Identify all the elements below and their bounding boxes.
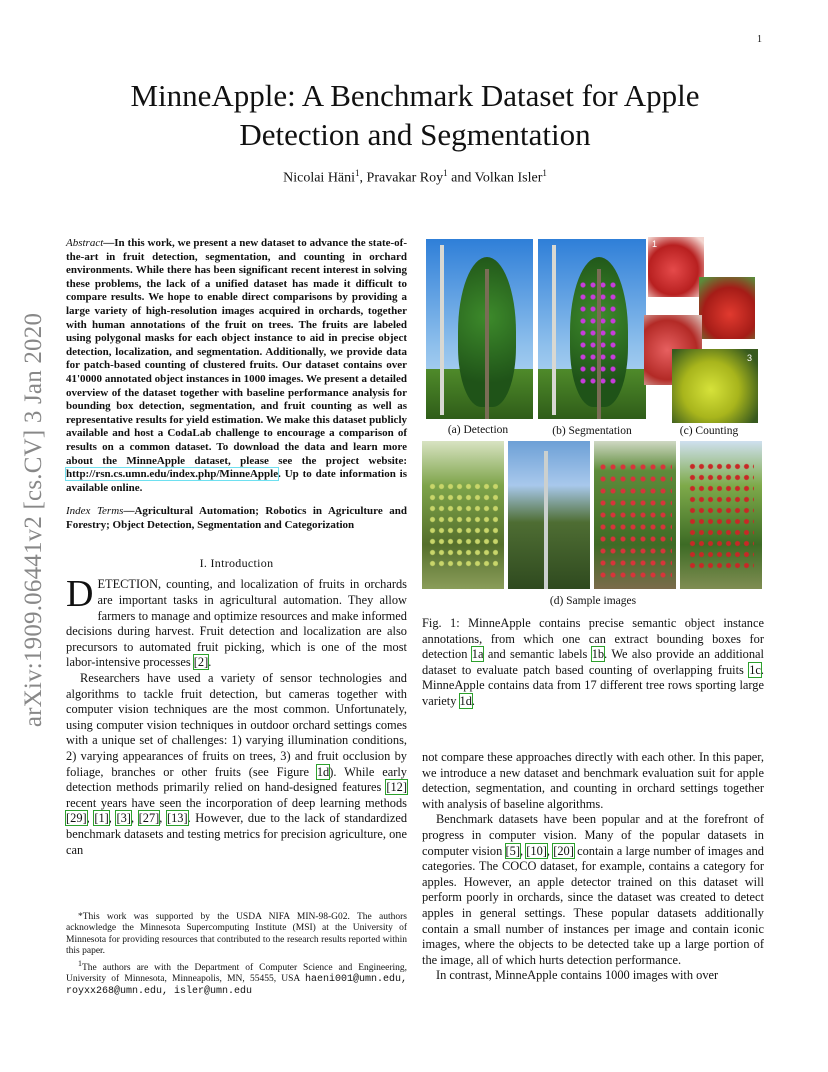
- citation-link[interactable]: [3]: [116, 811, 131, 826]
- right-paragraph-1: not compare these approaches directly with each other. In this paper, we introduce a new dataset and benchmark evaluation suit for apple detection, segmentation, and counting in orchard settings together with analysis of baseline algorithms.: [422, 750, 764, 811]
- abstract-tail: . Up to date information is available online.: [66, 468, 407, 494]
- figure-ref-link[interactable]: 1d: [316, 764, 330, 779]
- footnote-funding: *This work was supported by the USDA NIFA MIN-98-G02. The authors acknowledge the Minnesota Supercomputing Institute (MSI) at the University of Minnesota for providing resources that contributed to the research results reported within this paper.: [66, 912, 407, 957]
- paragraph-text: . However, due to the lack of standardized benchmark datasets and testing metrics for precision agriculture, one can: [66, 811, 408, 857]
- figure-ref-link[interactable]: 1a: [471, 647, 484, 662]
- figure-ref-link[interactable]: 1b: [591, 647, 605, 662]
- index-terms-text: —Agricultural Automation; Robotics in Agriculture and Forestry; Object Detection, Segmentation and Categorization: [66, 505, 407, 531]
- affiliation-mark: 1: [443, 168, 448, 178]
- footnotes: [66, 912, 407, 997]
- author-emails: haeni001@umn.edu, royxx268@umn.edu, isler@umn.edu: [66, 974, 407, 997]
- intro-paragraph-2: [66, 671, 407, 858]
- figure-1: [422, 237, 764, 607]
- citation-link[interactable]: [2]: [193, 655, 209, 670]
- separator: ,: [546, 843, 554, 858]
- author-list: [60, 168, 770, 187]
- separator: ,: [108, 811, 117, 826]
- count-label: 1: [652, 239, 658, 249]
- citation-link[interactable]: [29]: [66, 811, 87, 826]
- separator: ,: [86, 811, 95, 826]
- sample-image-4: [680, 441, 762, 589]
- caption-d: (d) Sample images: [549, 595, 637, 607]
- separator: ,: [159, 811, 167, 826]
- count-label: 3: [746, 353, 752, 363]
- sample-image-1: [422, 441, 504, 589]
- footnote-affiliation: [66, 958, 407, 997]
- caption-text: . We also provide an additional dataset to evaluate patch based counting of overlapping fruits: [422, 647, 764, 677]
- right-paragraph-3: In contrast, MinneApple contains 1000 images with over: [436, 968, 719, 983]
- paragraph-text: Benchmark datasets have been popular and at the forefront of progress in computer vision. Many of the popular datasets in computer vision: [422, 812, 764, 858]
- figure-ref-link[interactable]: 1d: [459, 693, 472, 708]
- abstract: [66, 237, 407, 495]
- footnote-text: The authors are with the Department of Computer Science and Engineering, University of Minnesota, Minneapolis, MN, 55455, USA: [66, 962, 407, 985]
- right-paragraph-2: [422, 812, 764, 968]
- affiliation-mark: 1: [355, 168, 360, 178]
- citation-link[interactable]: [13]: [166, 811, 188, 826]
- paragraph-text: recent years have seen the incorporation of deep learning methods: [66, 795, 407, 810]
- paragraph-text: Researchers have used a variety of sensor technologies and algorithms to tackle fruit detection, but cameras together with computer vision techniques are the most common. Unfortunately, using computer vision techniques in outdoor orchard settings comes with a unique set of challenges: 1) varying illumination conditions, 2) varying appearances of fruits on trees, 3) and fruit occlusion by foliage, branches or other fruits (see Figure: [66, 671, 407, 779]
- segmentation-image: [538, 239, 646, 419]
- sample-image-3: [594, 441, 676, 589]
- title-line-2: Detection and Segmentation: [239, 117, 591, 152]
- abstract-text: —In this work, we present a new dataset to advance the state-of-the-art in fruit detection, segmentation, and counting in orchard environments. While there has been significant recent interest in solving these problems, the lack of a unified dataset has made it difficult to compare results. We hope to enable direct comparisons by providing a large variety of high-resolution images acquired in orchards, together with human annotations of the fruit on trees. The fruits are labeled using polygonal masks for each object instance to aid in precise object detection, localization, and segmentation. Additionally, we provide data for patch-based counting of clustered fruits. Our dataset contains over 41'0000 annotated object instances in 1000 images. We present a detailed overview of the dataset together with baseline performance analysis for bounding box detection, segmentation, and fruit counting as well as representative results for yield estimation. We make this dataset publicly available and host a CodaLab challenge to encourage a comparison of results on a common dataset. To download the data and learn more about the MinneApple dataset, please see the project website:: [66, 237, 407, 467]
- author-2: Pravakar Roy: [366, 170, 444, 186]
- caption-b: (b) Segmentation: [552, 425, 632, 437]
- author-3: Volkan Isler: [474, 170, 543, 186]
- right-column-body: [422, 750, 764, 984]
- citation-link[interactable]: [12]: [386, 780, 407, 795]
- abstract-lead: Abstract: [66, 237, 104, 249]
- separator: ,: [130, 811, 139, 826]
- caption-text: Fig. 1: MinneApple contains precise semantic object instance annotations, from which one can extract bounding boxes for detection: [422, 616, 764, 662]
- paragraph-text: ). While early detection methods primarily relied on hand-designed features: [66, 764, 408, 795]
- counting-patch-1: [648, 237, 704, 297]
- citation-link[interactable]: [27]: [138, 811, 160, 826]
- title-line-1: MinneApple: A Benchmark Dataset for Apple: [130, 78, 700, 113]
- caption-text: .: [471, 693, 475, 708]
- citation-link[interactable]: [1]: [94, 811, 109, 826]
- caption-a: (a) Detection: [447, 424, 509, 436]
- figure-ref-link[interactable]: 1c: [749, 662, 761, 677]
- citation-link[interactable]: [20]: [553, 843, 574, 858]
- paragraph-text: contain a large number of images and categories. The COCO dataset, for example, contains a category for apples. However, an apple detector trained on this dataset will perform poorly in orchards, since the dataset was created to detect apples in general settings. These popular datasets additionally contain a small number of instances per image and contain iconic images, where the objects to be detected take up a large portion of the image, all of which hurts detection performance.: [422, 843, 764, 967]
- paper-title: [60, 76, 770, 154]
- paragraph-text: ETECTION, counting, and localization of fruits in orchards are important tasks in agricultural automation. They allow farmers to manage and optimize resources and make informed decisions during harvest. Fruit detection and localization are also precursors to automated fruit picking, which is one of the most labor-intensive processes: [66, 577, 407, 670]
- sample-image-2: [508, 441, 590, 589]
- figure-caption-text: [422, 616, 764, 710]
- index-terms: [66, 505, 407, 532]
- section-heading-introduction: I. Introduction: [199, 556, 274, 571]
- intro-paragraph-1: [66, 573, 407, 671]
- author-1: Nicolai Häni: [283, 170, 356, 186]
- citation-link[interactable]: [5]: [505, 843, 520, 858]
- affiliation-mark: 1: [542, 168, 547, 178]
- separator: ,: [519, 843, 527, 858]
- detection-image: [426, 239, 533, 419]
- caption-text: and semantic labels: [483, 647, 592, 662]
- caption-c: (c) Counting: [679, 425, 739, 437]
- arxiv-stamp-text: arXiv:1909.06441v2 [cs.CV] 3 Jan 2020: [20, 312, 47, 728]
- page-number: 1: [757, 34, 762, 45]
- project-url-link[interactable]: http://rsn.cs.umn.edu/index.php/MinneApple: [66, 468, 279, 481]
- caption-text: . MinneApple contains data from 17 different tree rows sporting large variety: [422, 662, 764, 708]
- paragraph-text: .: [208, 655, 212, 670]
- arxiv-stamp: [14, 280, 54, 760]
- citation-link[interactable]: [10]: [526, 843, 547, 858]
- figure-caption: [422, 616, 764, 710]
- separator: and: [447, 170, 475, 186]
- left-column: [66, 237, 407, 858]
- dropcap: D: [66, 573, 94, 616]
- footnote-mark: 1: [78, 958, 82, 968]
- separator: ,: [359, 170, 367, 186]
- counting-patch-4: [672, 349, 758, 423]
- counting-patch-2: [699, 277, 755, 339]
- index-terms-lead: Index Terms: [66, 505, 124, 518]
